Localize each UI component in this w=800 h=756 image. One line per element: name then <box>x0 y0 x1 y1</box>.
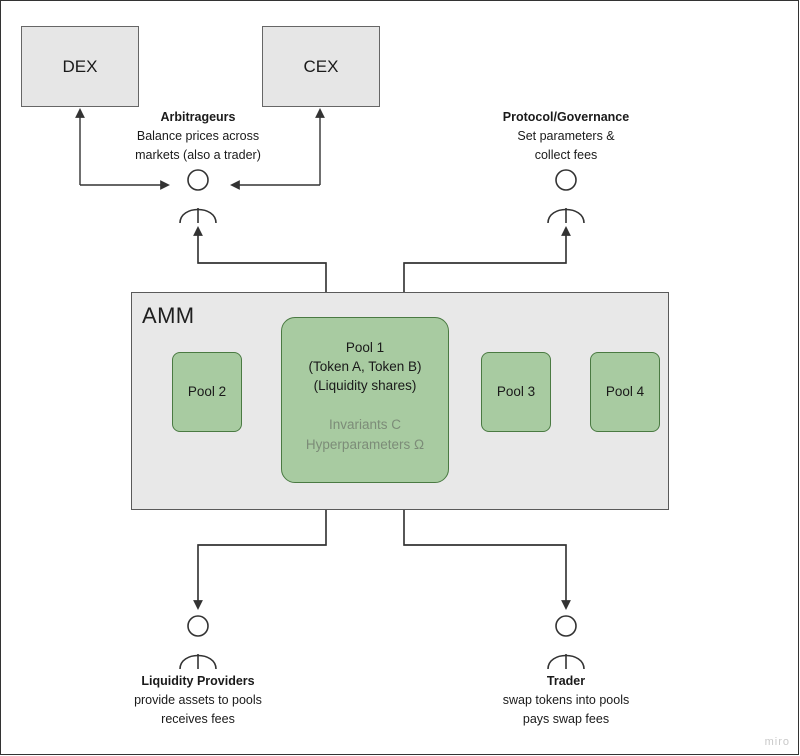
caption-title-trader: Trader <box>546 674 586 688</box>
caption-line1-arbitrageurs: Balance prices across <box>136 128 260 143</box>
actor-trader[interactable] <box>536 613 596 671</box>
venue-box-dex[interactable] <box>21 26 139 107</box>
venue-label-cex: CEX <box>303 56 339 76</box>
pool-label-pool3: Pool 3 <box>496 383 536 399</box>
caption-line2-arbitrageurs: markets (also a trader) <box>135 147 261 162</box>
person-icon <box>168 613 228 671</box>
pool1-hyperparameters-line: Hyperparameters Ω <box>305 436 425 452</box>
caption-trader <box>476 672 656 728</box>
pool1-tokens-line: (Token A, Token B) <box>308 359 422 375</box>
amm-label: AMM <box>142 303 195 328</box>
person-icon <box>536 167 596 225</box>
caption-line1-liquidity-providers: provide assets to pools <box>134 692 262 707</box>
pool-box-pool1[interactable] <box>281 317 449 483</box>
actor-liquidity-providers[interactable] <box>168 613 228 671</box>
person-icon <box>536 613 596 671</box>
pool-label-pool2: Pool 2 <box>187 383 227 399</box>
caption-title-arbitrageurs: Arbitrageurs <box>160 110 236 124</box>
caption-line2-liquidity-providers: receives fees <box>161 711 235 726</box>
caption-line2-trader: pays swap fees <box>522 711 610 726</box>
caption-line1-trader: swap tokens into pools <box>502 692 630 707</box>
caption-protocol-governance <box>478 108 654 164</box>
pool-box-pool3[interactable] <box>481 352 551 432</box>
caption-arbitrageurs <box>110 108 286 164</box>
watermark: miro <box>764 736 790 748</box>
venue-box-cex[interactable] <box>262 26 380 107</box>
person-icon <box>168 167 228 225</box>
caption-title-protocol-governance: Protocol/Governance <box>502 110 630 124</box>
pool1-shares-line: (Liquidity shares) <box>313 378 417 394</box>
pool-label-pool1: Pool 1 <box>345 340 385 355</box>
caption-liquidity-providers <box>108 672 288 728</box>
caption-title-liquidity-providers: Liquidity Providers <box>141 674 255 688</box>
caption-line1-protocol-governance: Set parameters & <box>517 128 615 143</box>
caption-line2-protocol-governance: collect fees <box>534 147 598 162</box>
pool-box-pool2[interactable] <box>172 352 242 432</box>
pool1-invariants-line: Invariants C <box>328 417 402 433</box>
actor-arbitrageurs[interactable] <box>168 167 228 225</box>
pool-box-pool4[interactable] <box>590 352 660 432</box>
actor-protocol-governance[interactable] <box>536 167 596 225</box>
venue-label-dex: DEX <box>62 56 98 76</box>
pool-label-pool4: Pool 4 <box>605 383 645 399</box>
